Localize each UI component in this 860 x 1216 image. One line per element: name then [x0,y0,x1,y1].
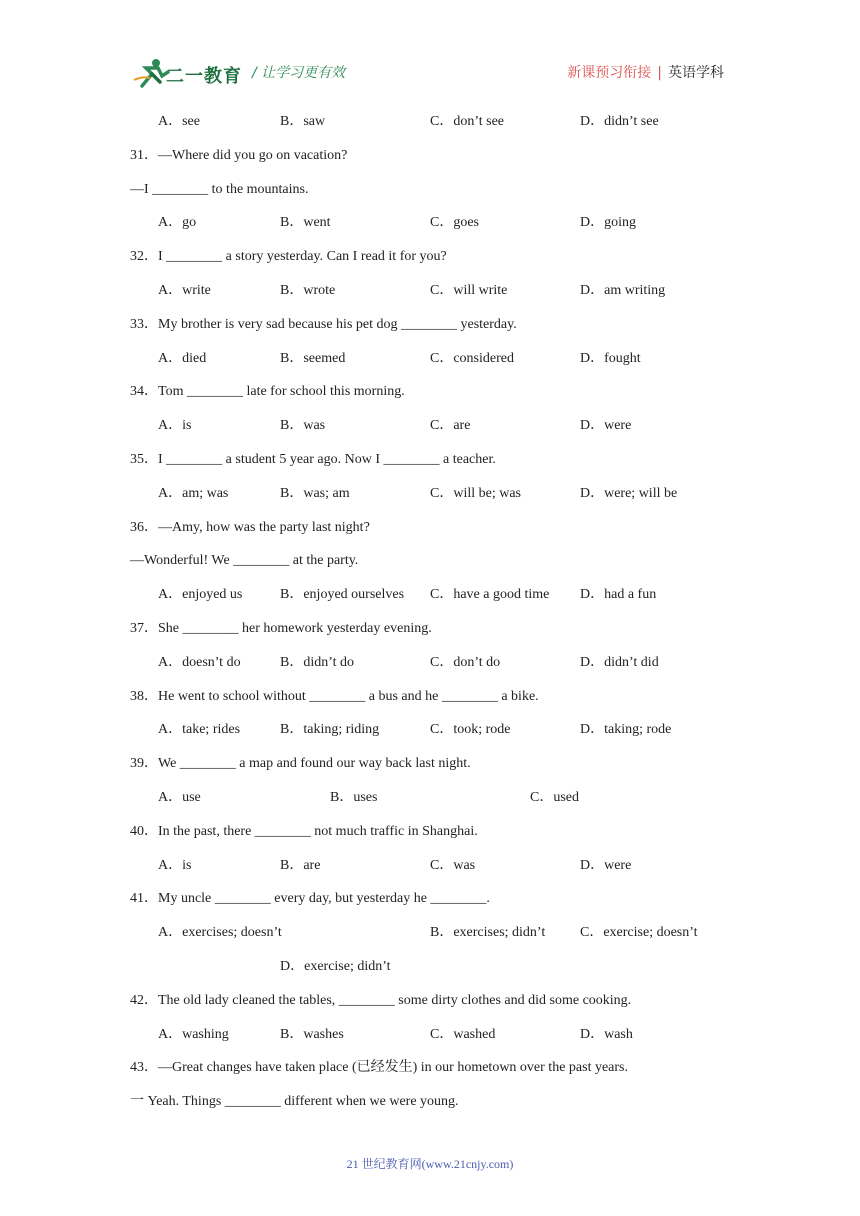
answer-option: A．am; was [158,486,229,501]
header-slogan: / 让学习更有效 [252,65,346,81]
header-course: 新课预习衔接 [567,65,652,81]
question-text: 43．—Great changes have taken place (已经发生) in our hometown over the past years. [130,1060,629,1075]
answer-option: B．taking; riding [280,722,380,737]
answer-option: D．wash [580,1027,633,1042]
answer-option: C．are [430,418,471,433]
question-text: 42．The old lady cleaned the tables, ________ some dirty clothes and did some cooking. [130,993,632,1008]
header-subject-label: 英语学科 [668,65,724,81]
answer-option: C．was [430,858,476,873]
answer-option: A．enjoyed us [158,587,243,602]
question-text: 36．—Amy, how was the party last night? [130,520,370,535]
answer-option: C．considered [430,351,514,366]
answer-option: D．fought [580,351,641,366]
question-text: 34．Tom ________ late for school this morning. [130,384,405,399]
answer-option: B．went [280,215,331,230]
answer-option: B．was [280,418,326,433]
header-subject [567,62,724,82]
answer-option: A．write [158,283,211,298]
answer-option: A．exercises; doesn’t [158,925,282,940]
question-text: 32．I ________ a story yesterday. Can I read it for you? [130,249,447,264]
answer-option: A．is [158,418,192,433]
answer-option: D．taking; rode [580,722,672,737]
answer-option: B．washes [280,1027,344,1042]
answer-option: B．seemed [280,351,346,366]
page-header [0,0,860,100]
question-text: 31．—Where did you go on vacation? [130,148,348,163]
answer-option: B．exercises; didn’t [430,925,546,940]
question-text: 33．My brother is very sad because his pet dog ________ yesterday. [130,317,517,332]
question-text: 41．My uncle ________ every day, but yesterday he ________. [130,891,490,906]
answer-option: D．had a fun [580,587,657,602]
answer-option: C．took; rode [430,722,511,737]
question-text: 40．In the past, there ________ not much traffic in Shanghai. [130,824,478,839]
answer-option: D．didn’t see [580,114,659,129]
answer-option: D．didn’t did [580,655,659,670]
answer-option: C．goes [430,215,479,230]
logo-text: 二一教育 [166,66,242,87]
answer-option: C．washed [430,1027,496,1042]
question-text: 38．He went to school without ________ a bus and he ________ a bike. [130,689,539,704]
answer-option: D．going [580,215,636,230]
answer-option: C．have a good time [430,587,550,602]
question-text: 35．I ________ a student 5 year ago. Now I ________ a teacher. [130,452,496,467]
answer-option: B．didn’t do [280,655,355,670]
question-text: 一 Yeah. Things ________ different when we were young. [130,1094,459,1109]
answer-option: D．am writing [580,283,666,298]
answer-option: C．will be; was [430,486,521,501]
answer-option: C．will write [430,283,508,298]
answer-option: C．don’t see [430,114,505,129]
answer-option: A．doesn’t do [158,655,241,670]
answer-option: A．see [158,114,200,129]
answer-option: B．enjoyed ourselves [280,587,405,602]
answer-option: A．go [158,215,197,230]
answer-option: D．were [580,858,632,873]
answer-option: A．washing [158,1027,229,1042]
answer-option: B．saw [280,114,326,129]
answer-option: A．use [158,790,201,805]
question-text: 39．We ________ a map and found our way back last night. [130,756,471,771]
answer-option: A．is [158,858,192,873]
answer-option: D．were; will be [580,486,678,501]
answer-option: B．are [280,858,321,873]
page-footer: 21 世纪教育网(www.21cnjy.com) [346,1157,514,1171]
header-separator: | [657,65,662,81]
answer-option: A．died [158,351,207,366]
answer-option: B．was; am [280,486,350,501]
answer-option: C．don’t do [430,655,501,670]
answer-option: C．exercise; doesn’t [580,925,698,940]
question-text: —Wonderful! We ________ at the party. [130,553,359,568]
answer-option: A．take; rides [158,722,241,737]
question-text: —I ________ to the mountains. [130,182,309,197]
question-text: 37．She ________ her homework yesterday evening. [130,621,432,636]
answer-option: D．exercise; didn’t [280,959,391,974]
answer-option: C．used [530,790,579,805]
answer-option: D．were [580,418,632,433]
answer-option: B．wrote [280,283,336,298]
answer-option: B．uses [330,790,378,805]
